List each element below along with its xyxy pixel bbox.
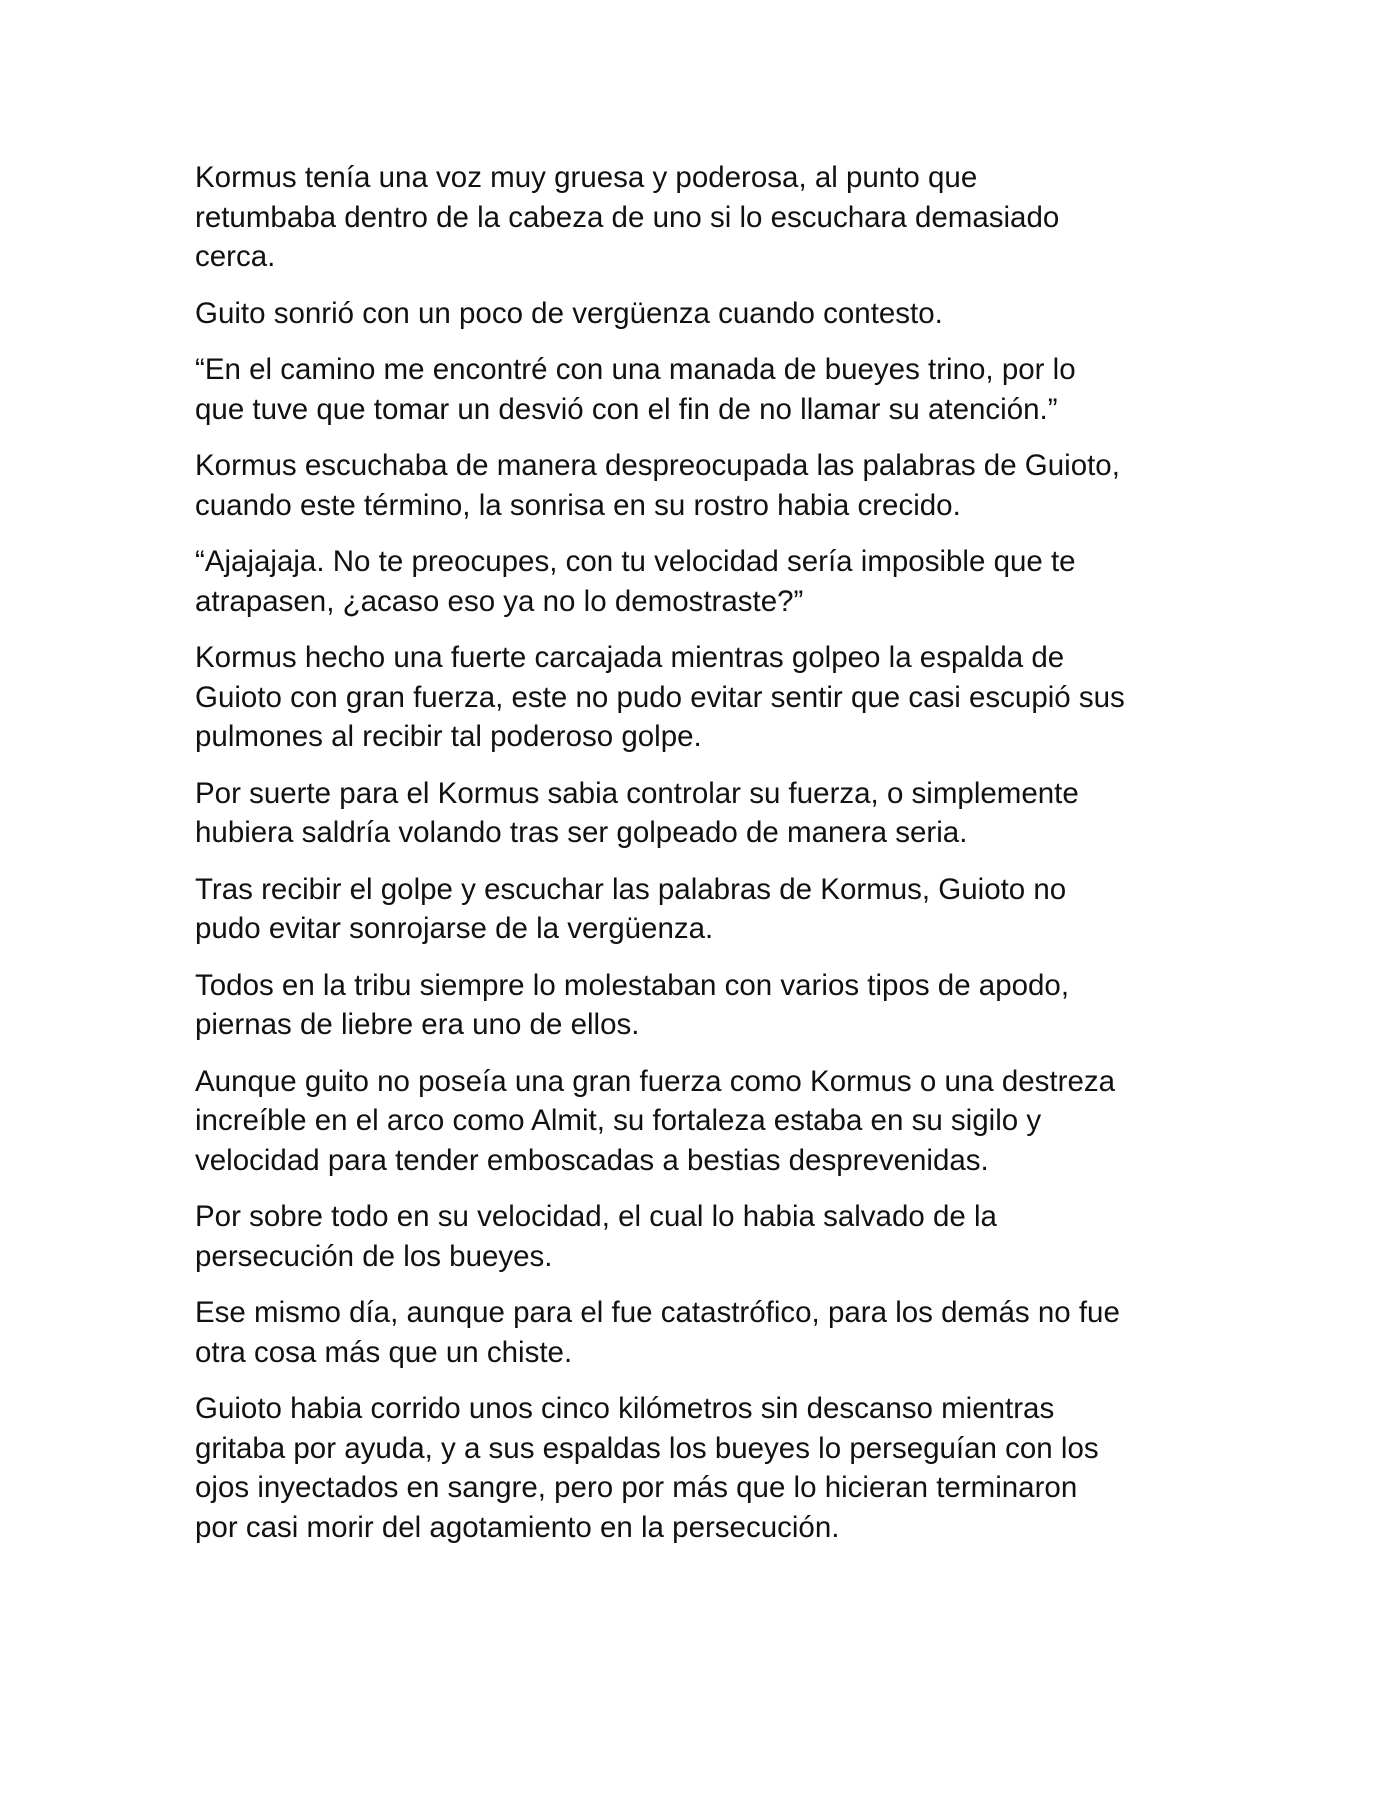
- paragraph: Guioto habia corrido unos cinco kilómetros sin descanso mientras gritaba por ayuda, y a sus espaldas los bueyes lo perseguían con los ojos inyectados en sangre, pero por más que lo hicieran terminaron por casi morir del agotamiento en la persecución.: [195, 1392, 1099, 1544]
- paragraph: Kormus escuchaba de manera despreocupada las palabras de Guioto, cuando este término, la sonrisa en su rostro habia crecido.: [195, 449, 1120, 522]
- paragraph: Kormus tenía una voz muy gruesa y poderosa, al punto que retumbaba dentro de la cabeza de uno si lo escuchara demasiado cerca.: [195, 161, 1060, 273]
- paragraph: Tras recibir el golpe y escuchar las palabras de Kormus, Guioto no pudo evitar sonrojarse de la vergüenza.: [195, 872, 1067, 945]
- paragraph: Por sobre todo en su velocidad, el cual lo habia salvado de la persecución de los bueyes.: [195, 1200, 997, 1273]
- paragraph: “En el camino me encontré con una manada de bueyes trino, por lo que tuve que tomar un desvió con el fin de no llamar su atención.”: [195, 353, 1076, 426]
- paragraph: “Ajajajaja. No te preocupes, con tu velocidad sería imposible que te atrapasen, ¿acaso eso ya no lo demostraste?”: [195, 545, 1076, 618]
- paragraph: Todos en la tribu siempre lo molestaban con varios tipos de apodo, piernas de liebre era uno de ellos.: [195, 968, 1070, 1041]
- paragraph: Ese mismo día, aunque para el fue catastrófico, para los demás no fue otra cosa más que un chiste.: [195, 1296, 1120, 1369]
- body-text: [195, 158, 1235, 1564]
- paragraph: Kormus hecho una fuerte carcajada mientras golpeo la espalda de Guioto con gran fuerza, este no pudo evitar sentir que casi escupió sus pulmones al recibir tal poderoso golpe.: [195, 641, 1125, 753]
- paragraph: Guito sonrió con un poco de vergüenza cuando contesto.: [195, 296, 943, 330]
- paragraph: Por suerte para el Kormus sabia controlar su fuerza, o simplemente hubiera saldría volando tras ser golpeado de manera seria.: [195, 776, 1079, 849]
- paragraph: Aunque guito no poseía una gran fuerza como Kormus o una destreza increíble en el arco como Almit, su fortaleza estaba en su sigilo y velocidad para tender emboscadas a bestias desprevenidas.: [195, 1064, 1116, 1177]
